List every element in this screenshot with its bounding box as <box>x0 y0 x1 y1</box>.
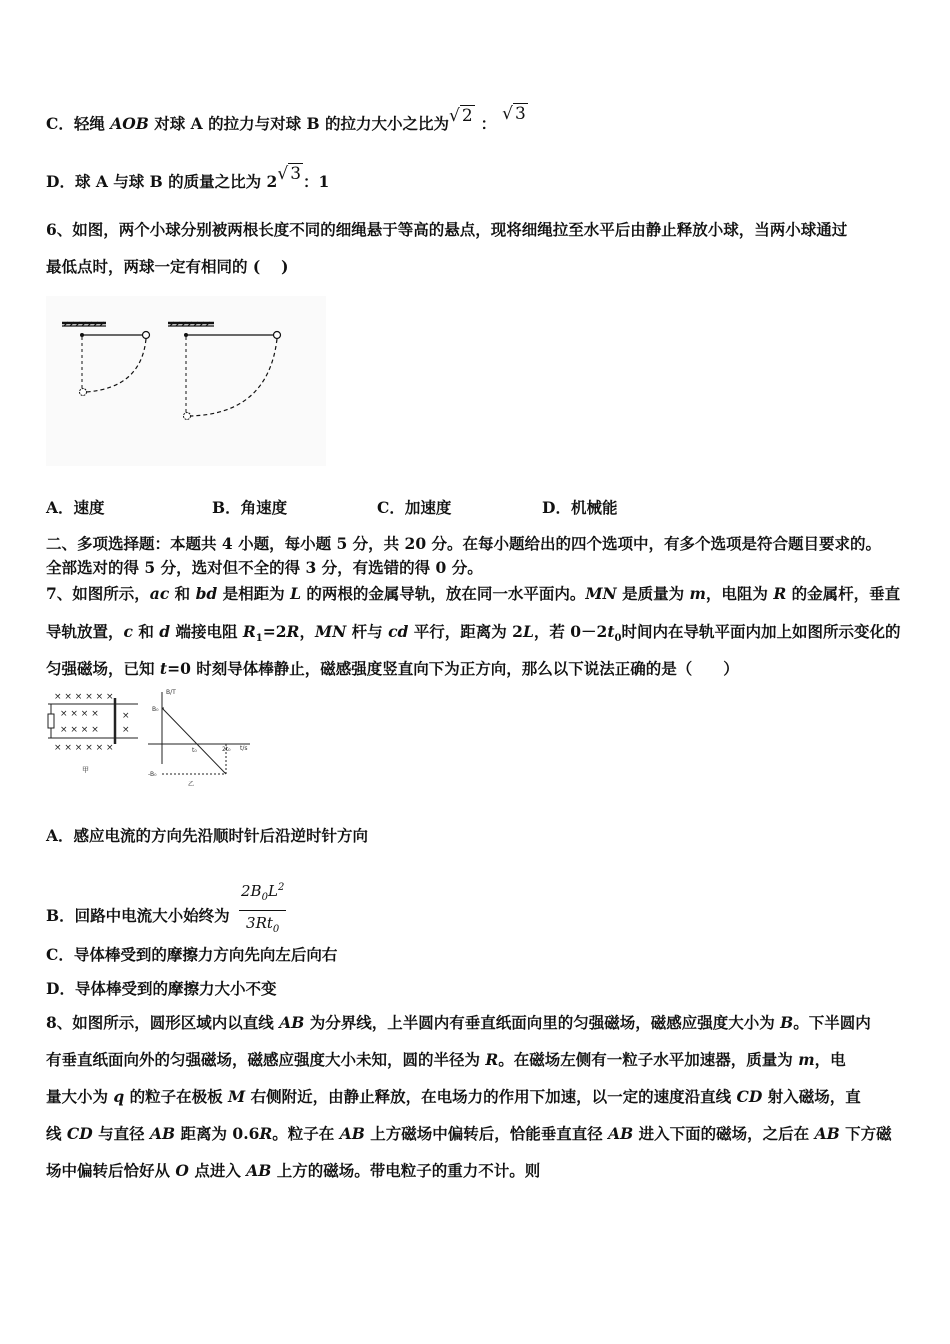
q5-option-d[interactable]: D．球 A 与球 B 的质量之比为 2√ 3 ：1 <box>46 164 330 191</box>
q8-stem-line3: 量大小为 q 的粒子在极板 M 右侧附近，由静止释放，在电场力的作用下加速，以一定的速度沿直线 CD 射入磁场，直 <box>46 1087 861 1106</box>
q6-stem-line1: 6、如图，两个小球分别被两根长度不同的细绳悬于等高的悬点，现将细绳拉至水平后由静止释放小球，当两小球通过 <box>46 220 848 239</box>
q7-option-d[interactable]: D．导体棒受到的摩擦力大小不变 <box>46 979 277 998</box>
left-ball-start <box>143 332 150 339</box>
right-ball-bottom <box>184 413 191 420</box>
svg-text:-B₀: -B₀ <box>148 771 157 778</box>
q7-option-c[interactable]: C．导体棒受到的摩擦力方向先向左后向右 <box>46 945 338 964</box>
sqrt-3: √ 3 <box>277 164 302 184</box>
svg-text:× × × ×: × × × × <box>60 725 99 735</box>
q7-label-jia: 甲 <box>82 766 89 774</box>
sqrt-3: √ 3 <box>502 104 526 124</box>
q6-option-b[interactable]: B．角速度 <box>212 498 288 517</box>
svg-text:× × × ×: × × × × <box>60 709 99 719</box>
current-fraction: $\frac{2B_0L^2}{3Rt_0}$ <box>239 878 286 940</box>
svg-text:×: × <box>122 711 130 721</box>
svg-text:t/s: t/s <box>240 745 248 752</box>
svg-text:B₀: B₀ <box>152 706 159 713</box>
svg-text:乙: 乙 <box>188 781 195 788</box>
section2-header-line2: 全部选对的得 5 分，选对但不全的得 3 分，有选错的得 0 分。 <box>46 558 483 577</box>
q6-pendulum-figure <box>46 296 326 466</box>
q7-bt-graph <box>148 692 250 774</box>
q6-stem-line2: 最低点时，两球一定有相同的 ( ) <box>46 257 289 276</box>
q7-rails-diagram <box>48 698 138 744</box>
q6-option-a[interactable]: A．速度 <box>46 498 105 517</box>
q7-option-b[interactable]: B．回路中电流大小始终为 $\frac{2B_0L^2}{3Rt_0}$ <box>46 886 286 948</box>
q8-stem-line1: 8、如图所示，圆形区域内以直线 AB 为分界线，上半圆内有垂直纸面向里的匀强磁场，磁感应强度大小为 B。下半圆内 <box>46 1013 871 1032</box>
q7-field-crosses <box>54 692 130 753</box>
svg-text:× × × × × ×: × × × × × × <box>54 743 114 753</box>
q8-stem-line4: 线 CD 与直径 AB 距离为 0.6R。粒子在 AB 上方磁场中偏转后，恰能垂直直径 AB 进入下面的磁场，之后在 AB 下方磁 <box>46 1124 892 1143</box>
svg-text:×: × <box>122 725 130 735</box>
section2-header-line1: 二、多项选择题：本题共 4 小题，每小题 5 分，共 20 分。在每小题给出的四个选项中，有多个选项是符合题目要求的。 <box>46 534 882 553</box>
q7-option-a[interactable]: A．感应电流的方向先沿顺时针后沿逆时针方向 <box>46 826 369 845</box>
svg-text:× × × × × ×: × × × × × × <box>54 692 114 702</box>
svg-text:2t₀: 2t₀ <box>222 746 231 753</box>
svg-text:t₀: t₀ <box>192 747 197 754</box>
q6-option-d[interactable]: D．机械能 <box>542 498 618 517</box>
q7-stem-line2: 导轨放置，c 和 d 端接电阻 $R_1=2R$，MN 杆与 cd 平行，距离为 2L，若 $0-2t_0$时间内在导轨平面内加上如图所示变化的 <box>46 622 901 645</box>
svg-text:B/T: B/T <box>166 689 176 696</box>
q8-stem-line5: 场中偏转后恰好从 O 点进入 AB 上方的磁场。带电粒子的重力不计。则 <box>46 1161 541 1180</box>
q6-option-c[interactable]: C．加速度 <box>377 498 452 517</box>
q7-stem-line1: 7、如图所示，ac 和 bd 是相距为 L 的两根的金属导轨，放在同一水平面内。MN 是质量为 m，电阻为 R 的金属杆，垂直 <box>46 584 901 603</box>
q7-stem-line3: 匀强磁场，已知 t=0 时刻导体棒静止，磁感强度竖直向下为正方向，那么以下说法正确的是（ ） <box>46 659 739 678</box>
q7-figure <box>44 688 264 788</box>
sqrt-2: √ 2 <box>448 106 473 126</box>
right-ball-start <box>274 332 281 339</box>
q8-stem-line2: 有垂直纸面向外的匀强磁场，磁感应强度大小未知，圆的半径为 R。在磁场左侧有一粒子水平加速器，质量为 m，电 <box>46 1050 846 1069</box>
left-ball-bottom <box>80 389 87 396</box>
q5-option-c[interactable]: C．轻绳 AOB 对球 A 的拉力与对球 B 的拉力大小之比为√ 2 ： √ 3 <box>46 104 526 133</box>
